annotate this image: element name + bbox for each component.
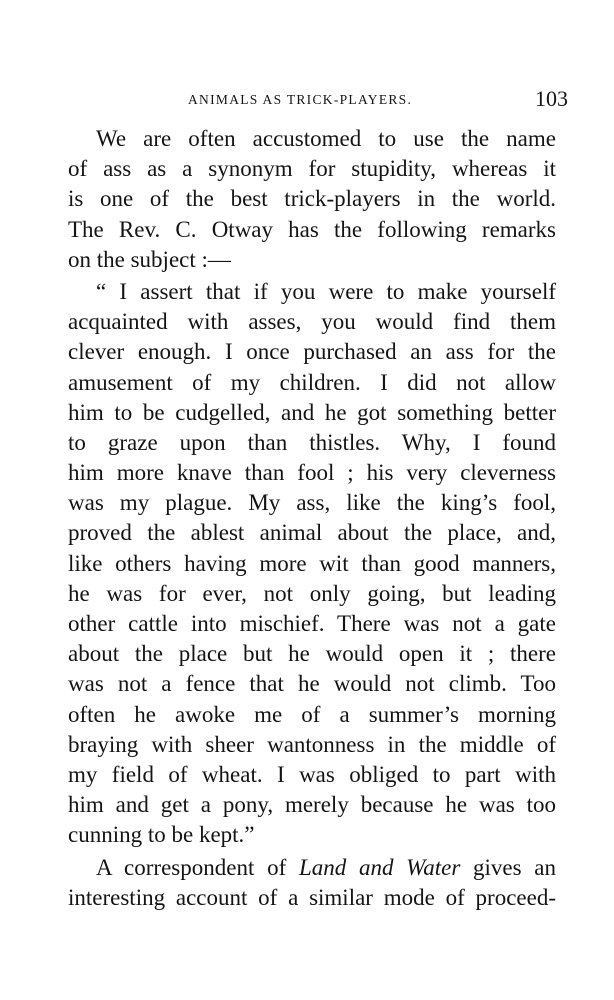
- text-line: on the subject :—: [68, 246, 231, 272]
- text-line: “ I assert that if you were to make yourself: [96, 278, 556, 304]
- text-line: was not a fence that he would not climb. Too: [68, 671, 556, 697]
- text-line: was my plague. My ass, like the king’s fool,: [68, 490, 556, 516]
- paragraph-land-and-water: [68, 853, 556, 913]
- text-line: cunning to be kept.”: [68, 822, 255, 848]
- text-line: interesting account of a similar mode of proceed-: [68, 884, 556, 910]
- text-line: like others having more wit than good manners,: [68, 550, 556, 576]
- text-line: my field of wheat. I was obliged to part with: [68, 761, 556, 787]
- text-line: him to be cudgelled, and he got something better: [68, 399, 556, 425]
- text-line: proved the ablest animal about the place, and,: [68, 520, 556, 546]
- text-line: braying with sheer wantonness in the middle of: [68, 731, 556, 757]
- text-line: to graze upon than thistles. Why, I found: [68, 429, 556, 455]
- text-line: The Rev. C. Otway has the following remarks: [68, 216, 556, 242]
- text-line: he was for ever, not only going, but leading: [68, 580, 556, 606]
- text-line: about the place but he would open it ; there: [68, 641, 556, 667]
- text-line: other cattle into mischief. There was not a gate: [68, 611, 556, 636]
- text-line: of ass as a synonym for stupidity, whereas it: [68, 156, 556, 182]
- paragraph-quotation: [68, 277, 556, 851]
- text-line: We are often accustomed to use the name: [96, 126, 556, 151]
- text-line: often he awoke me of a summer’s morning: [68, 701, 556, 727]
- paragraph-intro: [68, 124, 556, 275]
- text-line: clever enough. I once purchased an ass for the: [68, 339, 556, 365]
- text-line: A correspondent of Land and Water gives an: [96, 854, 556, 880]
- text-line: amusement of my children. I did not allow: [68, 369, 556, 395]
- text-line: is one of the best trick-players in the world.: [68, 186, 556, 212]
- running-head: ANIMALS AS TRICK-PLAYERS.: [188, 92, 413, 107]
- text-line: acquainted with asses, you would find them: [68, 309, 556, 335]
- page-number: 103: [535, 86, 568, 111]
- periodical-title: Land and Water: [298, 854, 461, 880]
- page-header: [68, 86, 568, 112]
- text-line: him and get a pony, merely because he was too: [68, 792, 556, 818]
- text-line: him more knave than fool ; his very cleverness: [68, 460, 556, 486]
- body-text: [68, 124, 556, 913]
